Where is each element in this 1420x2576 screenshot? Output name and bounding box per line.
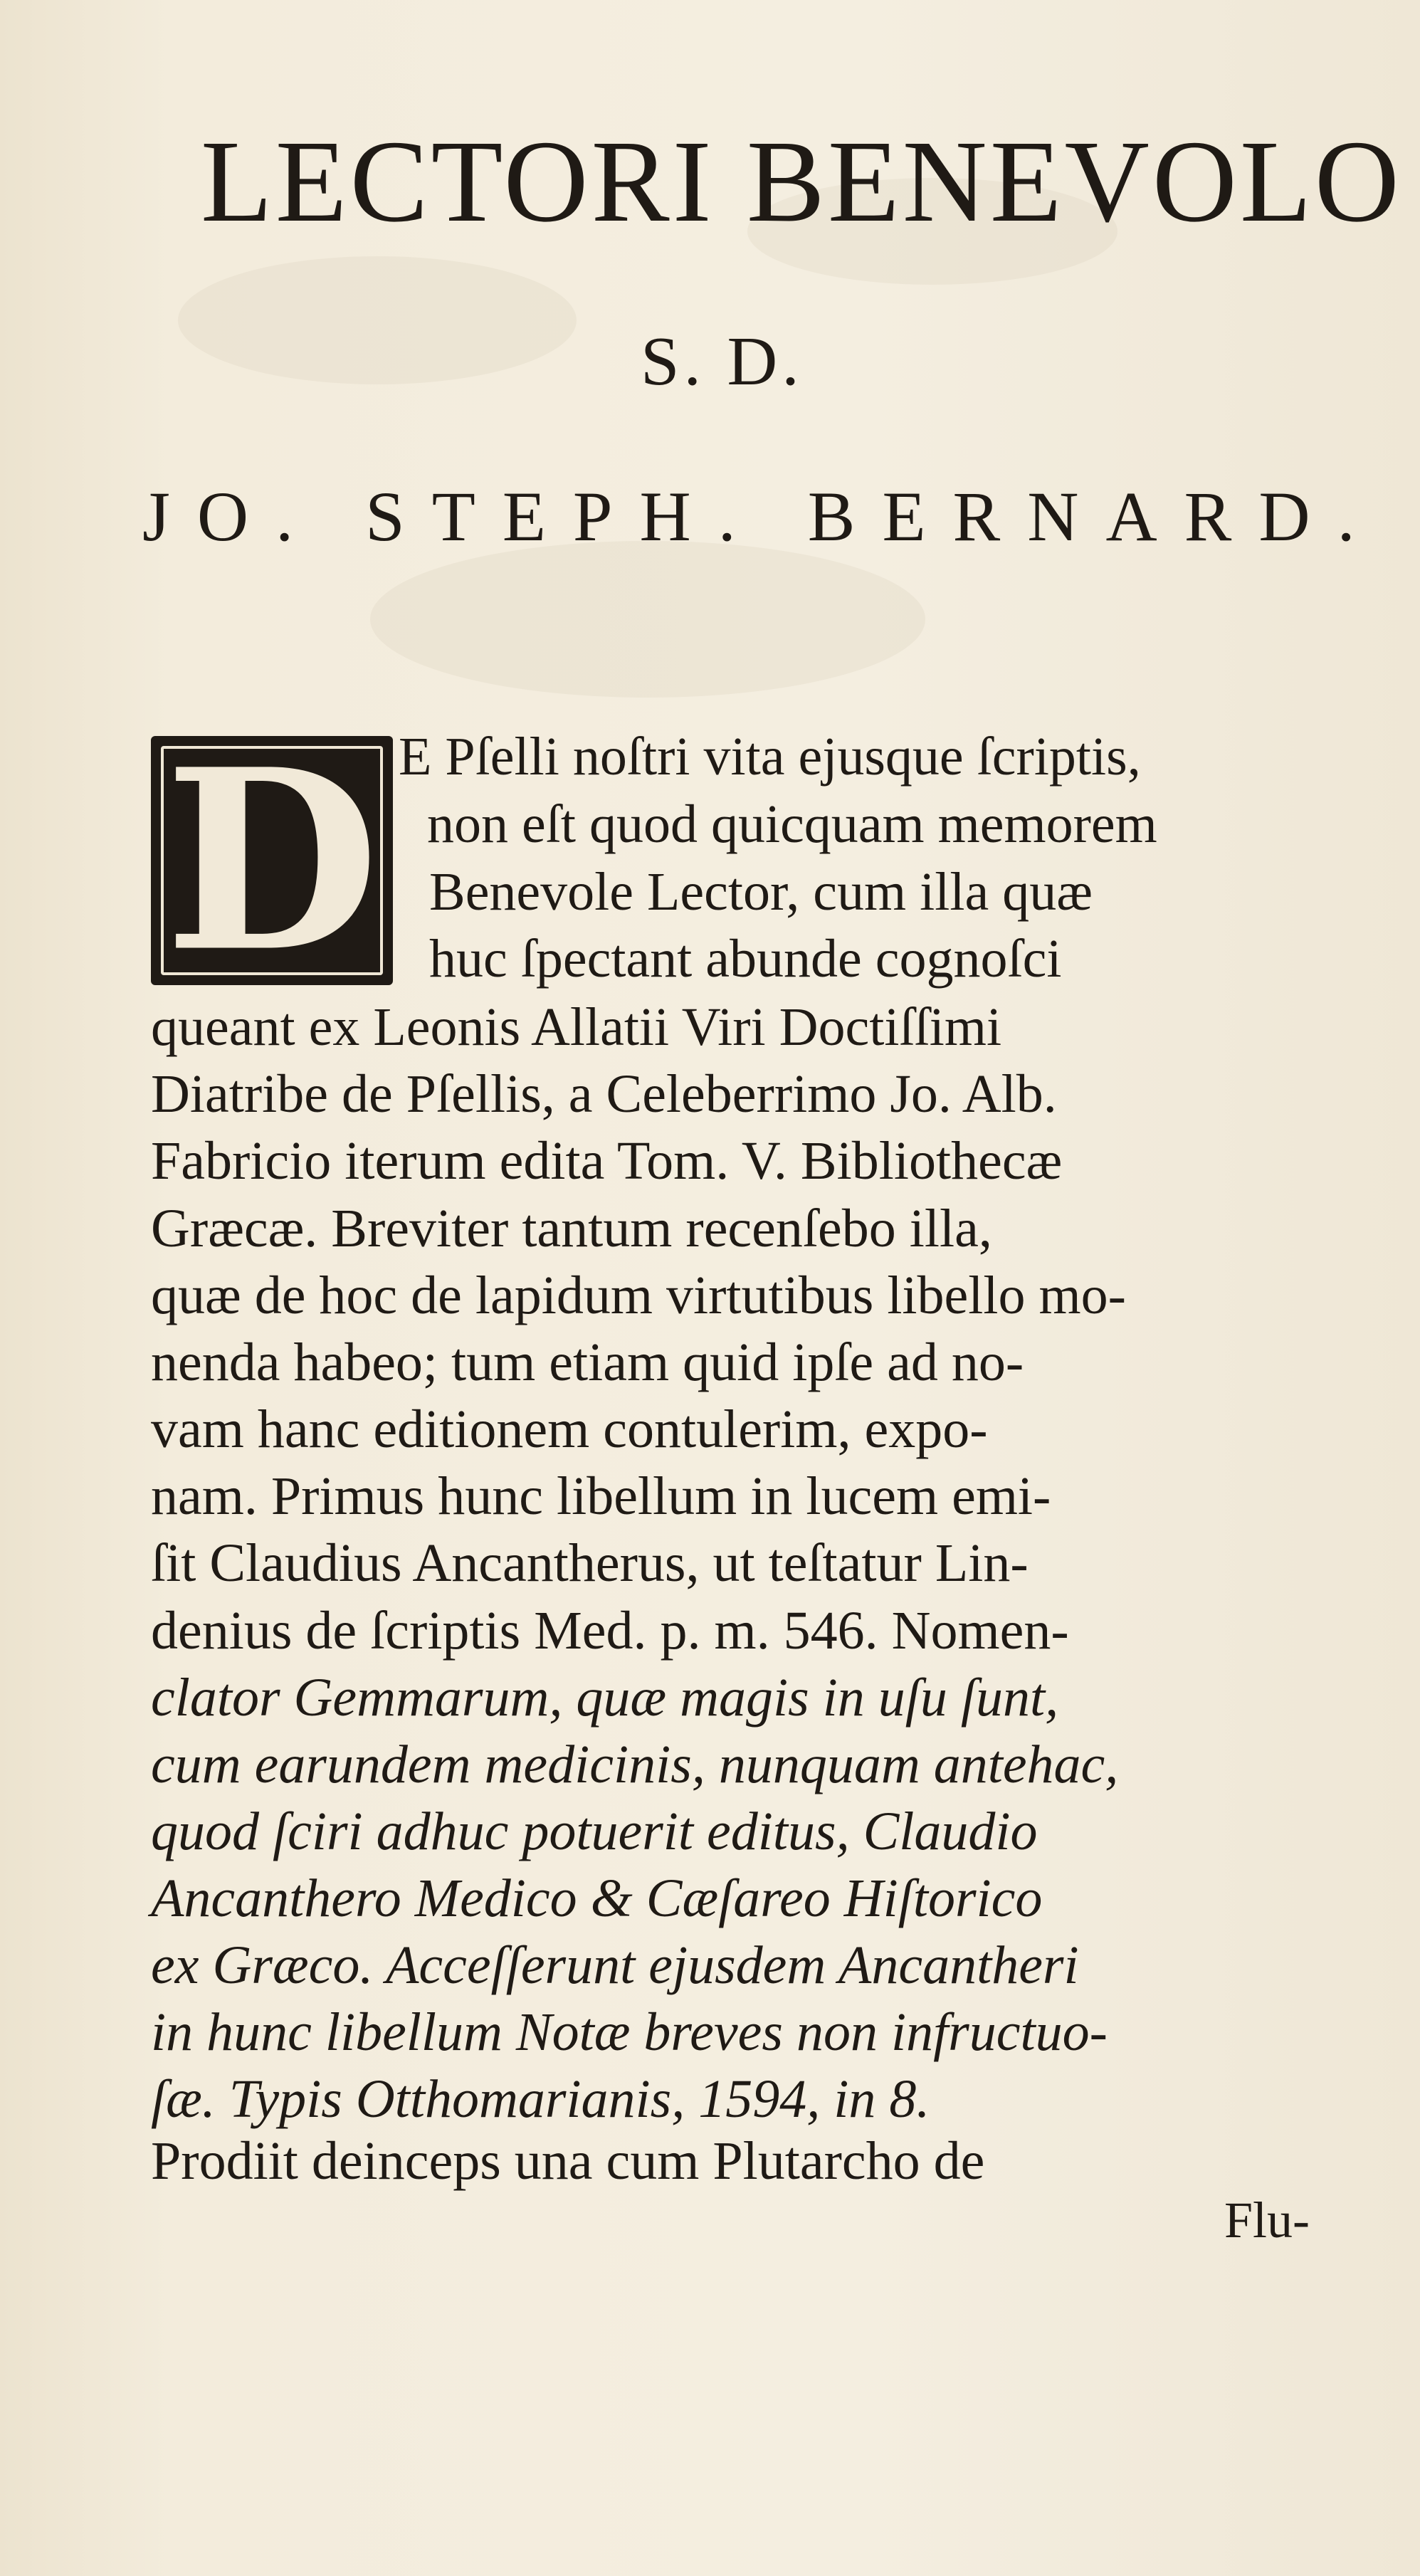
- body-line: Græcæ. Breviter tantum recenſebo illa,: [151, 1199, 992, 1258]
- body-line: non eſt quod quicquam memorem: [427, 794, 1157, 854]
- page-title: LECTORI BENEVOLO: [201, 116, 1402, 246]
- body-line: clator Gemmarum, quæ magis in uſu ſunt,: [151, 1668, 1059, 1728]
- body-line: huc ſpectant abunde cognoſci: [429, 929, 1062, 989]
- page-stain: [178, 256, 577, 384]
- body-line: ex Græco. Acceſſerunt ejusdem Ancantheri: [151, 1935, 1079, 1995]
- body-line: ſit Claudius Ancantherus, ut teſtatur Lin-: [151, 1533, 1029, 1593]
- body-line: Benevole Lector, cum illa quæ: [429, 862, 1093, 922]
- catchword: Flu-: [1224, 2192, 1310, 2249]
- body-line: ſæ. Typis Otthomarianis, 1594, in 8.: [151, 2069, 930, 2129]
- author-line: JO. STEPH. BERNARD.: [142, 477, 1382, 556]
- body-line: Diatribe de Pſellis, a Celeberrimo Jo. Alb.: [151, 1064, 1057, 1124]
- body-line: nenda habeo; tum etiam quid ipſe ad no-: [151, 1332, 1024, 1392]
- salutation: S. D.: [641, 323, 804, 400]
- body-line: Ancanthero Medico & Cæſareo Hiſtorico: [151, 1868, 1043, 1928]
- decorated-initial: [151, 714, 393, 1007]
- page-stain: [370, 541, 925, 698]
- body-line: quod ſciri adhuc potuerit editus, Claudio: [151, 1802, 1038, 1861]
- body-line: denius de ſcriptis Med. p. m. 546. Nomen-: [151, 1601, 1069, 1661]
- body-line: Fabricio iterum edita Tom. V. Bibliothecæ: [151, 1131, 1063, 1191]
- body-line: E Pſelli noſtri vita ejusque ſcriptis,: [399, 727, 1141, 787]
- body-line: cum earundem medicinis, nunquam antehac,: [151, 1735, 1119, 1794]
- body-line: queant ex Leonis Allatii Viri Doctiſſimi: [151, 997, 1002, 1057]
- body-line: in hunc libellum Notæ breves non infructuo-: [151, 2002, 1108, 2062]
- body-line: nam. Primus hunc libellum in lucem emi-: [151, 1466, 1051, 1526]
- body-line: vam hanc editionem contulerim, expo-: [151, 1399, 988, 1459]
- body-line: quæ de hoc de lapidum virtutibus libello mo-: [151, 1266, 1126, 1325]
- body-line: Prodiit deinceps una cum Plutarcho de: [151, 2131, 985, 2191]
- initial-letter: D: [164, 714, 380, 1007]
